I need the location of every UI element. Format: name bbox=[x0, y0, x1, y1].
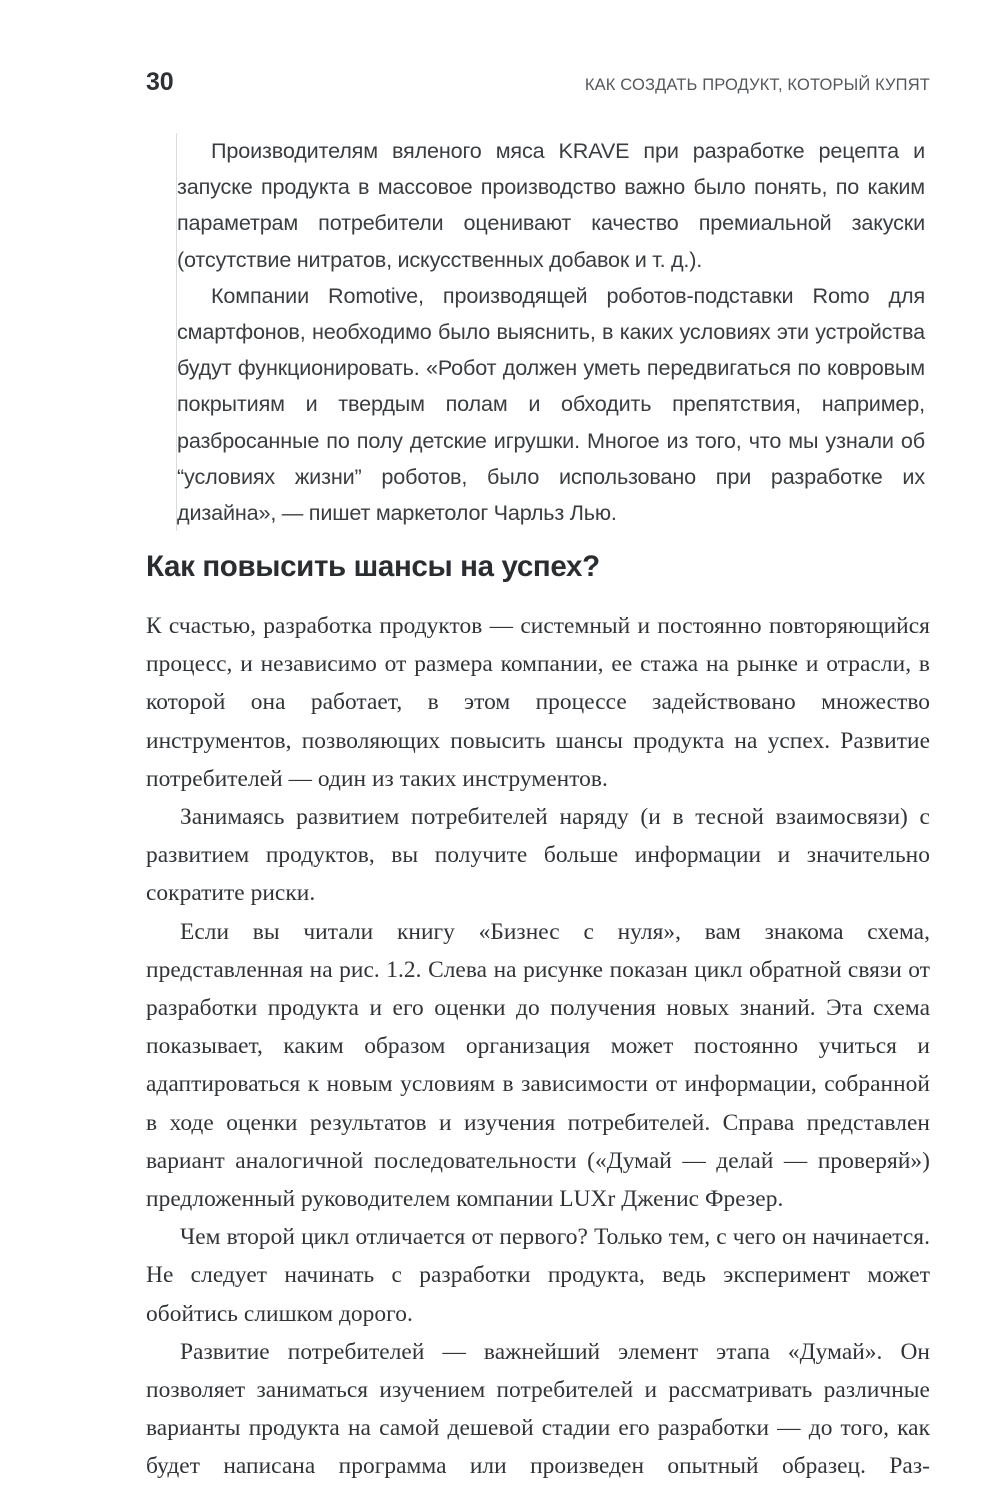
callout-block bbox=[176, 133, 925, 531]
page-number: 30 bbox=[146, 68, 174, 96]
body-paragraph: К счастью, разработка продуктов — системный и постоянно повторяющийся процесс, и независимо от размера компании, ее стажа на рынке и отрасли, в которой она работает, в этом процессе задействовано множество инструментов, позволяющих повысить шансы продукта на успех. Развитие потребителей — один из таких инструментов. bbox=[146, 613, 930, 792]
running-head bbox=[146, 70, 930, 102]
body-paragraph: Если вы читали книгу «Бизнес с нуля», вам знакома схема, представленная на рис. 1.2. Слева на рисунке показан цикл обратной связи от разработки продукта и его оценки до получения новых знаний. Эта схема показывает, каким образом организация может постоянно учиться и адаптироваться к новым условиям в зависимости от информации, собранной в ходе оценки результатов и изучения потребителей. Справа представлен вариант аналогичной последовательности («Думай — делай — проверяй») предложенный руководителем компании LUXr Дженис Фрезер. bbox=[146, 918, 930, 1213]
section-heading: Как повысить шансы на успех? bbox=[146, 550, 600, 583]
callout-paragraph: Производителям вяленого мяса KRAVE при разработке рецепта и запуске продукта в массовое производство важно было понять, по каким параметрам потребители оценивают качество премиальной закуски (отсутствие нитратов, искусственных добавок и т. д.). bbox=[177, 138, 925, 272]
body-text-block bbox=[146, 607, 930, 1486]
body-paragraph: Развитие потребителей — важнейший элемент этапа «Думай». Он позволяет заниматься изучением потребителей и рассматривать различные варианты продукта на самой дешевой стадии его разработки — до того, как будет написана программа или произведен опытный образец. Раз- bbox=[146, 1338, 930, 1480]
body-paragraph: Чем второй цикл отличается от первого? Только тем, с чего он начинается. Не следует начинать с разработки продукта, ведь эксперимент может обойтись слишком дорого. bbox=[146, 1224, 930, 1327]
running-title: КАК СОЗДАТЬ ПРОДУКТ, КОТОРЫЙ КУПЯТ bbox=[584, 76, 930, 94]
body-paragraph: Занимаясь развитием потребителей наряду (и в тесной взаимосвязи) с развитием продуктов, вы получите больше информации и значительно сократите риски. bbox=[146, 804, 930, 907]
callout-paragraph: Компании Romotive, производящей роботов-подставки Romo для смартфонов, необходимо было выяснить, в каких условиях эти устройства будут функционировать. «Робот должен уметь передвигаться по ковровым покрытиям и твердым полам и обходить препятствия, например, разбросанные по полу детские игрушки. Многое из того, что мы узнали об “условиях жизни” роботов, было использовано при разработке их дизайна», — пишет маркетолог Чарльз Лью. bbox=[177, 282, 925, 526]
